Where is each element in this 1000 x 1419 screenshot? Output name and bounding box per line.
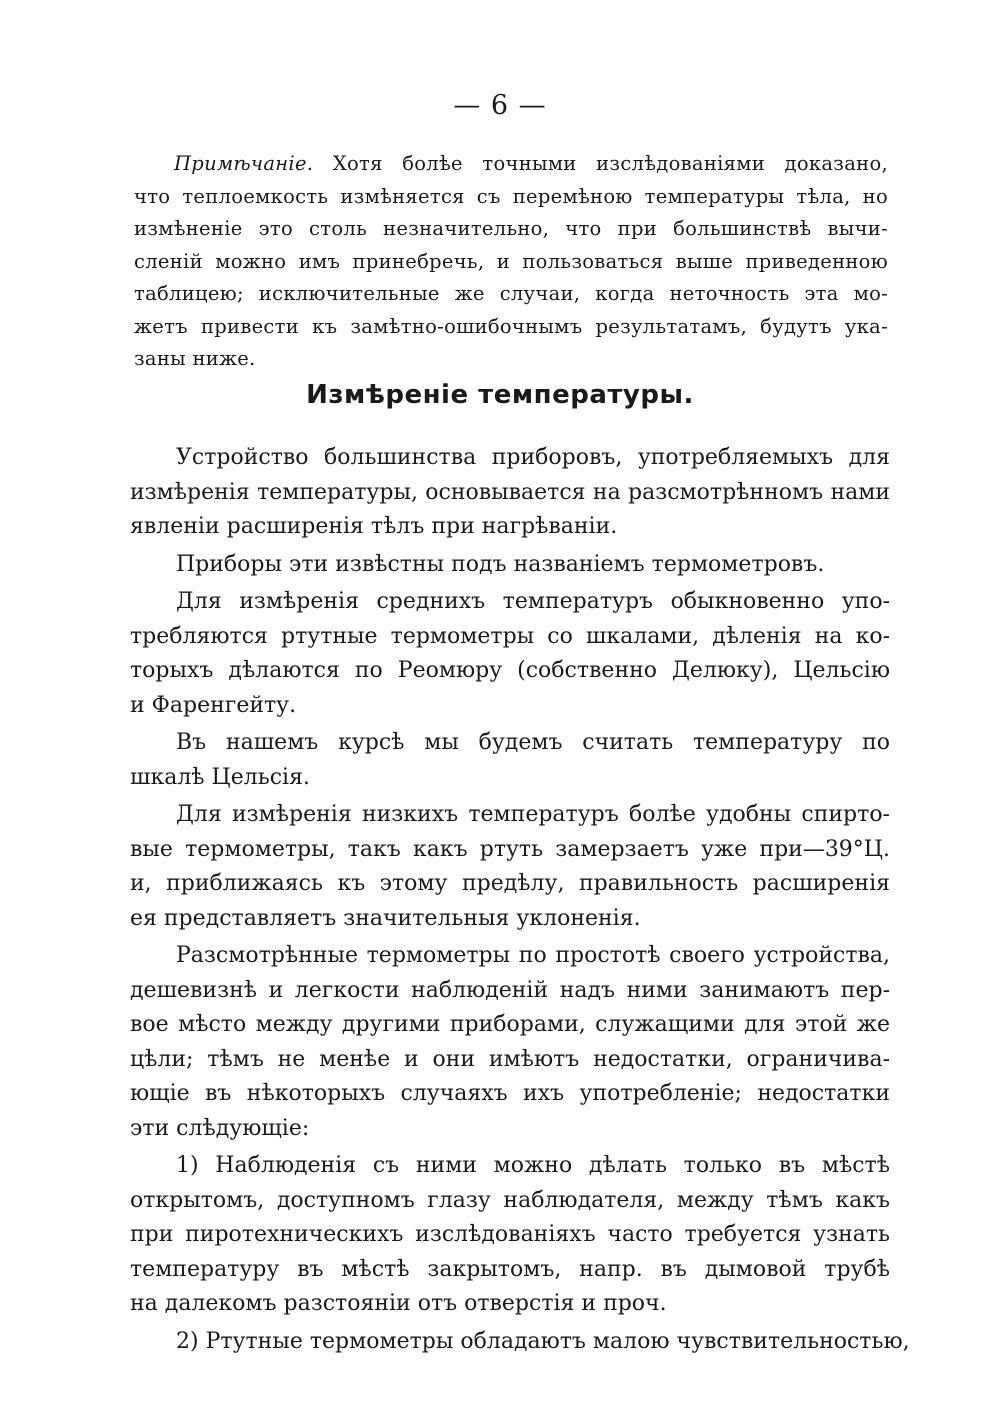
text-line: температуру въ мѣстѣ закрытомъ, напр. въ дымовой трубѣ [130,1256,890,1282]
paragraph [130,798,890,936]
note-label: Примѣчаніе. [174,152,314,175]
text-line: торыхъ дѣлаются по Реомюру (собственно Делюку), Цельсію [130,658,890,683]
text-line: открытомъ, доступномъ глазу наблюдателя, между тѣмъ какъ [130,1187,890,1213]
body-text [130,441,910,1359]
text-line: требляются ртутные термометры со шкалами, дѣленія на ко- [130,623,890,649]
text-line: Приборы эти извѣстны подъ названіемъ термометровъ. [176,551,825,577]
text-line: Разсмотрѣнные термометры по простотѣ своего устройства, [176,943,890,968]
text-line: вое мѣсто между другими приборами, служащими для этой же [130,1012,890,1037]
paragraph [130,939,890,1146]
text-line: и Фаренгейту. [130,692,297,718]
paragraph [130,726,890,795]
text-line: цѣли; тѣмъ не менѣе и они имѣютъ недостатки, ограничива- [130,1046,890,1072]
paragraph [130,441,890,545]
text-line: Для измѣренія низкихъ температуръ болѣе удобны спирто- [176,802,890,827]
text-line: ющіе въ нѣкоторыхъ случаяхъ ихъ употребленіе; недостатки [130,1081,890,1106]
text-line: дешевизнѣ и легкости наблюденій надъ ними занимаютъ пер- [130,977,890,1003]
text-line: измѣренія температуры, основывается на разсмотрѣнномъ нами [130,479,890,505]
note-line: жетъ привести къ замѣтно-ошибочнымъ результатамъ, будутъ ука- [134,314,888,338]
note-line: таблицею; исключительные же случаи, когда неточность эта мо- [134,282,888,305]
paragraph [130,548,890,583]
text-line: 2) Ртутные термометры обладаютъ малою чувствительностью, [176,1328,910,1354]
text-line: Устройство большинства приборовъ, употребляемыхъ для [176,445,890,470]
text-line: и, приближаясь къ этому предѣлу, правильность расширенія [130,871,890,896]
note-line: сленій можно имъ принебречь, и пользоваться выше приведенною [134,249,888,273]
text-line: Въ нашемъ курсѣ мы будемъ считать температуру по [176,730,890,755]
text-line: вые термометры, такъ какъ ртуть замерзаетъ уже при—39°Ц. [130,836,890,862]
text-line: шкалѣ Цельсія. [130,764,310,790]
text-line: эти слѣдующіе: [130,1115,310,1141]
text-line: 1) Наблюденія съ ними можно дѣлать только въ мѣстѣ [176,1153,890,1178]
note-line: измѣненіе это столь незначительно, что при большинствѣ вычи- [134,217,888,240]
text-line: ея представляетъ значительныя уклоненія. [130,905,641,931]
text-line: явленіи расширенія тѣлъ при нагрѣваніи. [130,514,618,539]
paragraph [130,585,890,723]
paragraph [130,1325,910,1360]
note-paragraph [134,148,888,376]
note-line: Примѣчаніе. Хотя болѣе точными изслѣдованіями доказано, [174,152,889,175]
text-line: Для измѣренія среднихъ температуръ обыкновенно упо- [176,589,890,614]
note-line: заны ниже. [134,347,256,370]
section-heading: Измѣреніе температуры. [306,380,694,410]
page-number: — 6 — [453,90,547,121]
text-line: на далекомъ разстояніи отъ отверстія и проч. [130,1291,667,1316]
paragraph [130,1149,890,1322]
note-line: что теплоемкость измѣняется съ перемѣною температуры тѣла, но [134,184,888,208]
text-line: при пиротехническихъ изслѣдованіяхъ часто требуется узнать [130,1222,890,1247]
